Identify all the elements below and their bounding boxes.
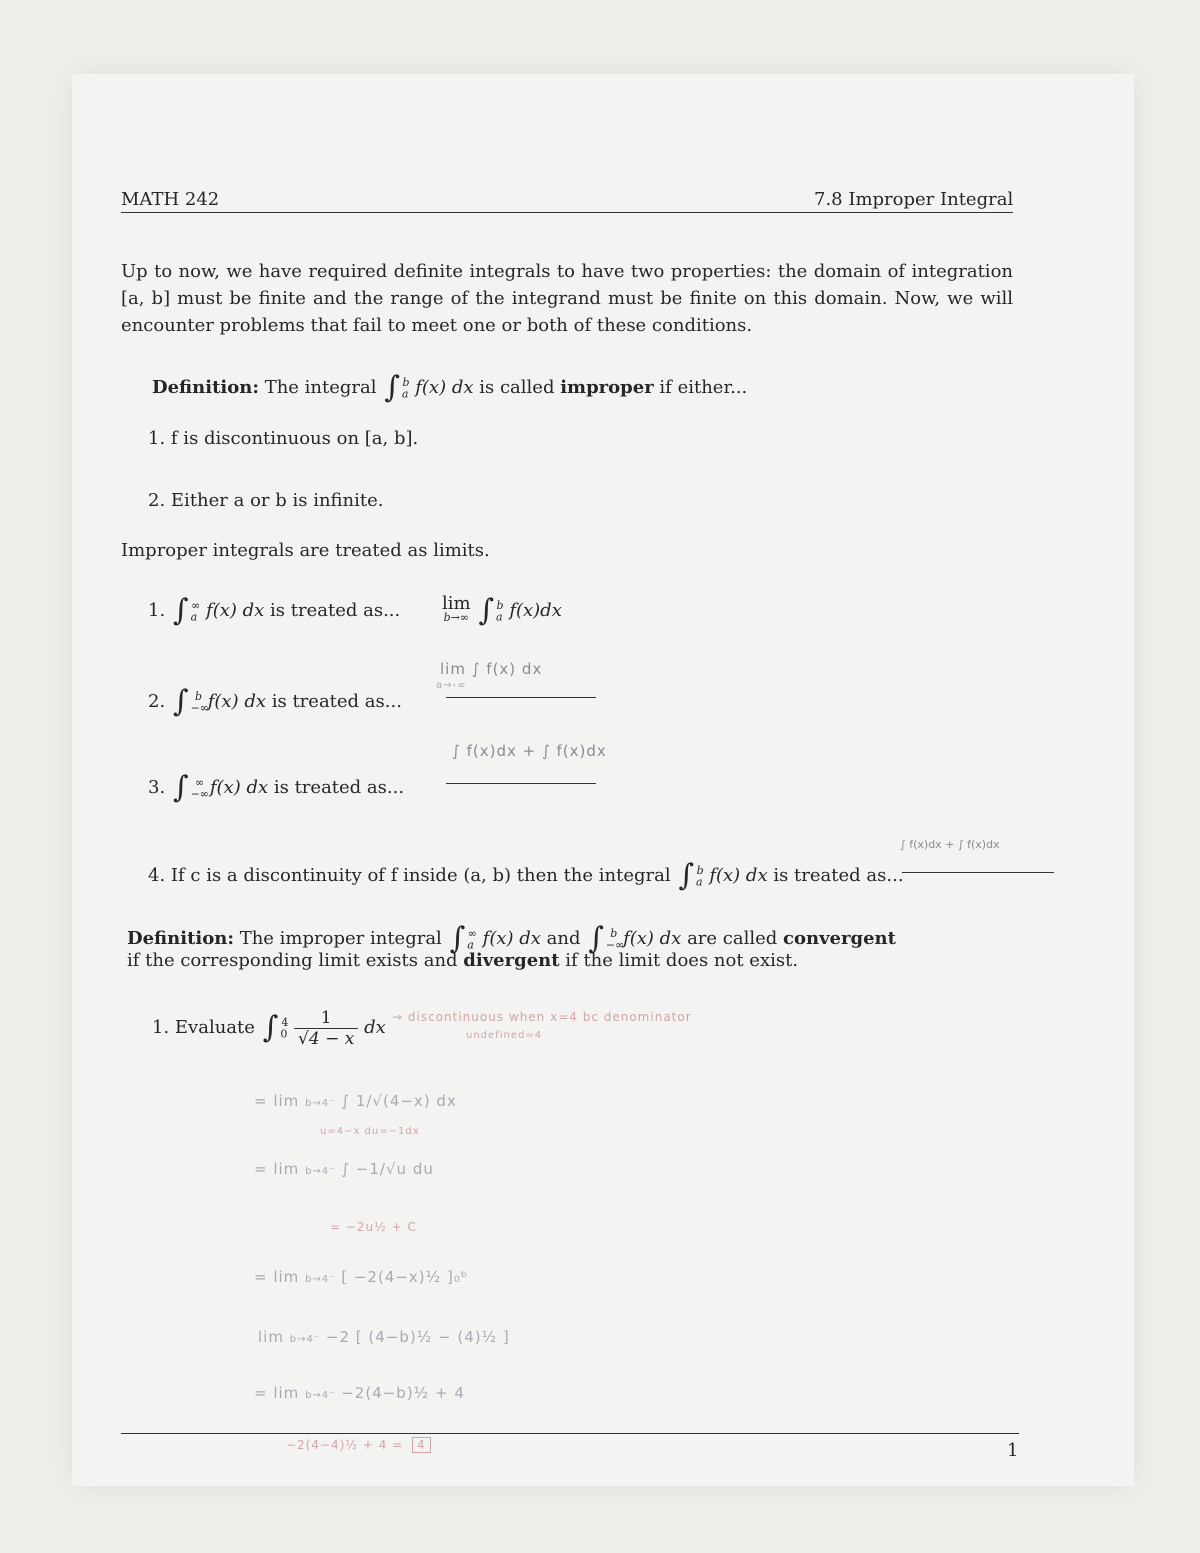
case-integrand: f(x) dx (207, 691, 266, 712)
upper-limit: b (402, 376, 410, 389)
term-convergent: convergent (783, 928, 896, 949)
case-num: 4. (148, 865, 166, 886)
case-num: 1. (148, 600, 166, 621)
work-step-5 (254, 1268, 468, 1286)
work-step-6 (258, 1328, 510, 1346)
lower-limit: −∞ (605, 938, 625, 952)
fraction (294, 1008, 358, 1049)
work-sub: b→4⁻ (289, 1334, 321, 1345)
work-sub: b→4⁻ (305, 1098, 336, 1109)
definition-label: Definition: (152, 377, 259, 398)
work-body: ∫ 1/√(4−x) dx (341, 1092, 457, 1110)
definition-text-4: if the limit does not exist. (565, 950, 799, 971)
integrand-2: f(x) dx (623, 928, 682, 949)
case-text: If c is a discontinuity of f inside (a, b) then the integral (170, 865, 671, 886)
lower-limit: a (467, 938, 474, 952)
work-body: ∫ −1/√u du (341, 1160, 434, 1178)
case-num: 3. (148, 777, 166, 798)
work-step-8 (286, 1438, 431, 1452)
boxed-answer: 4 (412, 1437, 431, 1453)
exercise-num: 1. (152, 1017, 170, 1038)
work-lead: = lim (254, 1384, 300, 1402)
definition-text-mid: is called (479, 377, 555, 398)
course-label: MATH 242 (121, 189, 220, 210)
lower-limit: a (190, 610, 198, 624)
lower-limit: −∞ (190, 701, 209, 715)
condition-num: 1. (148, 428, 166, 449)
answer-blank-2 (446, 697, 596, 698)
and-word: and (546, 928, 581, 949)
definition-term: improper (560, 377, 654, 398)
integral-sign: ∫ (172, 770, 189, 805)
exercise-note: → discontinuous when x=4 bc denominator (392, 1010, 692, 1024)
case-2-hand-subscript: a→-∞ (436, 680, 467, 691)
lower-limit: −∞ (190, 787, 209, 801)
lower-limit: 0 (280, 1027, 288, 1041)
lower-limit: a (696, 875, 703, 889)
fraction-denominator: √4 − x (298, 1028, 355, 1049)
work-body: −2 [ (4−b)½ − (4)½ ] (325, 1328, 510, 1346)
definition-integrand: f(x) dx (415, 377, 474, 398)
upper-limit: 4 (281, 1016, 289, 1029)
case-1-answer (442, 589, 562, 628)
definition-text-3: if the corresponding limit exists and (127, 950, 458, 971)
work-lead: = lim (254, 1268, 300, 1286)
intro-paragraph: Up to now, we have required definite integrals to have two properties: the domain of integration [a, b] must be finite and the range of the integrand must be finite on this domain. Now, we will encounter problems that fail to meet one or both of these conditions. (121, 261, 1013, 336)
case-phrase: is treated as... (271, 691, 402, 712)
work-step-4: = −2u½ + C (330, 1220, 417, 1234)
integrand-1: f(x) dx (482, 928, 541, 949)
case-integrand: f(x) dx (209, 777, 269, 798)
lower-limit: a (495, 610, 503, 624)
work-lead: = lim (254, 1160, 300, 1178)
work-sub: b→4⁻ (305, 1274, 336, 1285)
section-title: 7.8 Improper Integral (814, 189, 1014, 210)
work-lead: = lim (254, 1092, 300, 1110)
case-num: 2. (148, 691, 166, 712)
condition-1 (148, 428, 418, 449)
work-body: [ −2(4−x)½ ]₀ᵇ (341, 1268, 469, 1286)
integral-sign: ∫ (172, 684, 189, 719)
integral-sign: ∫ (384, 370, 400, 405)
exercise-label: Evaluate (174, 1017, 255, 1038)
limit-operator: lim b→∞ (442, 593, 471, 624)
definition-text-2: are called (687, 928, 778, 949)
work-step-1 (254, 1092, 457, 1110)
work-step-7 (254, 1384, 465, 1402)
integral-sign: ∫ (588, 921, 604, 956)
upper-limit: b (610, 927, 618, 940)
hand-answer: lim ∫ f(x) dx (440, 660, 543, 678)
upper-limit: b (696, 864, 704, 877)
upper-limit: b (194, 690, 202, 703)
lower-limit: a (401, 387, 409, 401)
case-2-handwritten (440, 660, 542, 678)
answer-integrand: f(x)dx (509, 600, 562, 621)
upper-limit: b (496, 599, 504, 612)
work-lead: lim (258, 1328, 284, 1346)
definition-label: Definition: (127, 928, 234, 949)
footer-rule (121, 1433, 1019, 1434)
case-4-handwritten: ∫ f(x)dx + ∫ f(x)dx (900, 838, 1000, 851)
definition-convergent (127, 917, 896, 956)
exercise-dx: dx (364, 1017, 386, 1038)
integral-sign: ∫ (172, 593, 189, 628)
header-rule (121, 212, 1013, 213)
case-phrase: is treated as... (270, 600, 401, 621)
case-1 (148, 589, 401, 628)
definition-convergent-line2 (127, 950, 798, 971)
condition-text: Either a or b is infinite. (170, 490, 384, 511)
condition-num: 2. (148, 490, 166, 511)
definition-text-1: The improper integral (239, 928, 442, 949)
integral-sign: ∫ (262, 1010, 279, 1045)
work-step-3 (254, 1160, 434, 1178)
fraction-numerator: 1 (294, 1008, 358, 1029)
answer-blank-4 (902, 872, 1054, 873)
work-body: −2(4−4)½ + 4 = (286, 1438, 404, 1452)
answer-blank-3 (446, 783, 596, 784)
term-divergent: divergent (463, 950, 560, 971)
work-body: −2(4−b)½ + 4 (341, 1384, 465, 1402)
work-sub: b→4⁻ (305, 1166, 336, 1177)
condition-2 (148, 490, 384, 511)
definition-text-before: The integral (264, 377, 377, 398)
case-4 (148, 854, 904, 893)
case-phrase: is treated as... (773, 865, 904, 886)
work-step-2: u=4−x du=−1dx (320, 1126, 420, 1137)
exercise-note-2: undefined=4 (466, 1030, 543, 1041)
definition-text-after: if either... (659, 377, 748, 398)
work-sub: b→4⁻ (305, 1390, 336, 1401)
limits-intro: Improper integrals are treated as limits. (121, 540, 490, 561)
upper-limit: ∞ (191, 599, 201, 612)
exercise-1 (152, 1006, 386, 1049)
case-integrand: f(x) dx (206, 600, 265, 621)
integral-sign: ∫ (449, 921, 466, 956)
integral-sign: ∫ (678, 858, 694, 893)
case-3-handwritten: ∫ f(x)dx + ∫ f(x)dx (452, 742, 607, 760)
case-3 (148, 766, 405, 805)
upper-limit: ∞ (194, 776, 205, 789)
case-2 (148, 680, 402, 719)
condition-text: f is discontinuous on [a, b]. (170, 428, 419, 449)
integral-sign: ∫ (478, 593, 494, 628)
case-phrase: is treated as... (273, 777, 405, 798)
case-integrand: f(x) dx (709, 865, 768, 886)
limit-subscript: b→∞ (443, 611, 469, 624)
page-number: 1 (1007, 1440, 1019, 1461)
upper-limit: ∞ (467, 927, 477, 940)
definition-improper (152, 366, 748, 405)
